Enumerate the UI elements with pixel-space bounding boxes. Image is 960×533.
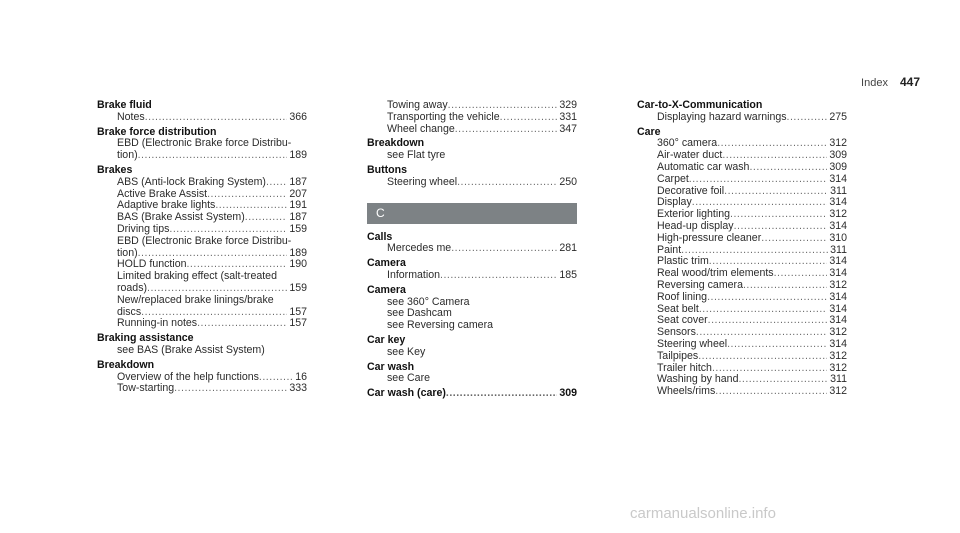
dot-leader (266, 177, 287, 189)
index-entry (367, 165, 577, 189)
subentry (637, 339, 847, 351)
subentry-text: Driving tips (117, 223, 170, 235)
index-entry (97, 165, 307, 330)
page-ref: 309 (559, 388, 577, 400)
subentry-text: Wheels/rims (657, 386, 716, 398)
subentry-text: Seat belt (657, 303, 699, 315)
subentry (367, 243, 577, 255)
subentry-text: Towing away (387, 100, 448, 111)
page-ref: 314 (829, 268, 847, 280)
subentry-text: see Key (387, 346, 426, 358)
dot-leader (197, 318, 287, 330)
subentry-text: Roof lining (657, 291, 708, 303)
subentry (637, 315, 847, 327)
page-ref: 366 (289, 111, 307, 123)
subentry-text: Steering wheel (657, 338, 728, 350)
page-ref: 314 (829, 256, 847, 268)
dot-leader (207, 189, 287, 201)
subentry-text: New/replaced brake linings/brake (117, 294, 274, 306)
subentry-text: EBD (Electronic Brake force Distribu- (117, 235, 292, 247)
subentry (637, 386, 847, 398)
index-entry (367, 388, 577, 400)
subentry (97, 372, 307, 384)
page-ref: 157 (289, 306, 307, 318)
dot-leader (715, 386, 827, 398)
subentry-text: Display (657, 197, 692, 209)
page-ref: 312 (829, 386, 847, 398)
page-ref: 314 (829, 315, 847, 327)
subentry (637, 280, 847, 292)
page-ref: 159 (289, 282, 307, 294)
index-entry (637, 127, 847, 398)
dot-leader (138, 248, 288, 260)
entry-heading (367, 362, 577, 374)
page-ref: 189 (289, 247, 307, 259)
subentry (637, 138, 847, 150)
dot-leader (186, 259, 287, 271)
subentry (367, 100, 577, 112)
subentry (637, 197, 847, 209)
dot-leader (138, 150, 288, 162)
subentry-text: Active Brake Assist (117, 188, 208, 200)
subentry-text: see Dashcam (387, 308, 452, 320)
heading-text: Car-to-X-Communication (637, 100, 763, 111)
index-label: Index (861, 77, 888, 89)
page-ref: 187 (289, 176, 307, 188)
subentry (637, 292, 847, 304)
subentry (97, 295, 307, 307)
page-ref: 312 (829, 327, 847, 339)
page-ref: 310 (829, 232, 847, 244)
subentry (97, 177, 307, 189)
entry-heading (367, 165, 577, 177)
subentry (637, 221, 847, 233)
subentry-text: Air-water duct (657, 150, 723, 162)
subentry-text: see Reversing camera (387, 320, 493, 332)
index-entry (367, 285, 577, 332)
entries-top (367, 100, 577, 189)
dot-leader (743, 280, 827, 292)
heading-text: Buttons (367, 164, 408, 176)
subentry-text: EBD (Electronic Brake force Distribu- (117, 138, 292, 150)
subentry-text: see Care (387, 373, 430, 385)
page-ref: 347 (559, 123, 577, 135)
heading-text: Car wash (care) (367, 388, 446, 400)
dot-leader (215, 200, 287, 212)
subentry-text: Real wood/trim elements (657, 268, 774, 280)
dot-leader (141, 307, 287, 319)
subentry (97, 345, 307, 357)
subentry-text: High-pressure cleaner (657, 232, 762, 244)
subentry-text: Head-up display (657, 220, 734, 232)
subentry-text: Carpet (657, 173, 689, 185)
page-ref: 311 (830, 374, 847, 386)
dot-leader (681, 245, 828, 257)
index-entry (97, 333, 307, 357)
section-letter: C (376, 205, 385, 220)
section-letter-bar (367, 203, 577, 224)
subentry (637, 186, 847, 198)
subentry (367, 297, 577, 309)
entry-heading (367, 388, 577, 400)
heading-text: Car wash (367, 361, 415, 373)
dot-leader (699, 304, 827, 316)
entry-heading (97, 333, 307, 345)
entries-bottom (367, 232, 577, 400)
page-header (861, 75, 920, 89)
heading-text: Braking assistance (97, 333, 194, 345)
subentry (367, 112, 577, 124)
subentry-text: Trailer hitch (657, 362, 712, 374)
subentry-text: ABS (Anti-lock Braking System) (117, 176, 266, 188)
subentry-text: Notes (117, 111, 145, 123)
page-ref: 190 (289, 259, 307, 271)
subentry-text: Displaying hazard warnings (657, 111, 787, 123)
dot-leader (451, 243, 557, 255)
subentry-text: BAS (Brake Assist System) (117, 212, 245, 224)
subentry-text: Automatic car wash (657, 161, 750, 173)
subentry (637, 162, 847, 174)
subentry (97, 189, 307, 201)
heading-text: Brakes (97, 164, 133, 176)
entry-heading (97, 127, 307, 139)
heading-text: Brake force distribution (97, 126, 217, 138)
dot-leader (730, 209, 827, 221)
subentry (637, 351, 847, 363)
watermark: carmanualsonline.info (630, 505, 776, 522)
subentry (97, 248, 307, 260)
subentry (97, 212, 307, 224)
page-ref: 314 (829, 303, 847, 315)
dot-leader (174, 383, 287, 395)
subentry-text: Tailpipes (657, 350, 699, 362)
subentry (637, 374, 847, 386)
dot-leader (774, 268, 828, 280)
subentry (637, 304, 847, 316)
dot-leader (727, 339, 827, 351)
index-column-1 (97, 100, 307, 398)
subentry-text: Adaptive brake lights (117, 200, 216, 212)
subentry-text: tion) (117, 247, 138, 259)
entry-heading (637, 127, 847, 139)
index-entry (367, 258, 577, 282)
dot-leader (692, 197, 828, 209)
page-ref: 281 (559, 243, 577, 255)
subentry (637, 245, 847, 257)
entry-heading (367, 138, 577, 150)
subentry-text: Decorative foil (657, 185, 725, 197)
subentry (97, 307, 307, 319)
dot-leader (457, 177, 557, 189)
page-ref: 309 (829, 150, 847, 162)
dot-leader (455, 124, 558, 136)
dot-leader (709, 256, 828, 268)
subentry-text: Overview of the help functions (117, 371, 259, 383)
subentry (367, 373, 577, 385)
dot-leader (724, 186, 828, 198)
index-entry (367, 138, 577, 162)
subentry (97, 150, 307, 162)
index-column-2 (367, 100, 577, 403)
index-entry (97, 100, 307, 124)
page-ref: 314 (829, 197, 847, 209)
subentry (637, 150, 847, 162)
dot-leader (448, 100, 558, 112)
dot-leader (708, 315, 828, 327)
subentry (367, 308, 577, 320)
subentry-text: Running-in notes (117, 318, 198, 330)
heading-text: Camera (367, 258, 406, 270)
subentry-text: discs (117, 306, 142, 318)
index-entry (367, 100, 577, 135)
subentry (367, 150, 577, 162)
entry-heading (367, 258, 577, 270)
heading-text: Car key (367, 334, 406, 346)
page-ref: 185 (559, 269, 577, 281)
page-ref: 333 (289, 383, 307, 395)
subentry-text: Transporting the vehicle (387, 111, 500, 123)
entry-heading (97, 100, 307, 112)
dot-leader (787, 112, 828, 124)
entry-heading (367, 232, 577, 244)
page-ref: 311 (830, 185, 847, 197)
index-entry (97, 360, 307, 395)
dot-leader (169, 224, 287, 236)
subentry (637, 112, 847, 124)
subentry (97, 138, 307, 150)
subentry-text: Washing by hand (657, 374, 739, 386)
subentry-text: HOLD function (117, 259, 187, 271)
subentry (637, 209, 847, 221)
page-ref: 157 (289, 318, 307, 330)
heading-text: Calls (367, 231, 393, 243)
heading-text: Breakdown (97, 359, 155, 371)
subentry (97, 318, 307, 330)
dot-leader (446, 388, 557, 400)
page-ref: 329 (559, 100, 577, 111)
dot-leader (738, 374, 828, 386)
page-ref: 314 (829, 291, 847, 303)
subentry (97, 271, 307, 283)
dot-leader (717, 138, 827, 150)
subentry (97, 383, 307, 395)
subentry-text: Steering wheel (387, 176, 458, 188)
dot-leader (712, 363, 827, 375)
subentry (367, 124, 577, 136)
heading-text: Camera (367, 284, 406, 296)
page-ref: 189 (289, 150, 307, 162)
subentry-text: roads) (117, 282, 148, 294)
subentry (637, 327, 847, 339)
page-ref: 159 (289, 223, 307, 235)
dot-leader (259, 372, 293, 384)
subentry-text: see 360° Camera (387, 296, 470, 308)
heading-text: Care (637, 126, 661, 138)
dot-leader (147, 283, 287, 295)
page-ref: 275 (829, 111, 847, 123)
heading-text: Brake fluid (97, 100, 152, 111)
page-ref: 314 (829, 173, 847, 185)
dot-leader (698, 351, 827, 363)
index-entry (367, 335, 577, 359)
dot-leader (245, 212, 288, 224)
page-ref: 207 (289, 188, 307, 200)
dot-leader (500, 112, 558, 124)
page-ref: 312 (829, 209, 847, 221)
index-entry (637, 100, 847, 124)
subentry-text: Mercedes me (387, 243, 452, 255)
subentry-text: Limited braking effect (salt-treated (117, 271, 277, 283)
page-ref: 314 (829, 338, 847, 350)
dot-leader (749, 162, 827, 174)
page-ref: 309 (829, 161, 847, 173)
subentry (97, 200, 307, 212)
subentry-text: Tow-starting (117, 383, 175, 395)
page-ref: 250 (559, 176, 577, 188)
dot-leader (722, 150, 827, 162)
dot-leader (440, 270, 557, 282)
subentry-text: 360° camera (657, 138, 718, 150)
subentry (637, 256, 847, 268)
subentry (637, 363, 847, 375)
entry-heading (367, 285, 577, 297)
subentry (367, 320, 577, 332)
entry-heading (637, 100, 847, 112)
subentry-text: see BAS (Brake Assist System) (117, 344, 265, 356)
subentry (367, 177, 577, 189)
index-entry (97, 127, 307, 162)
entry-heading (97, 360, 307, 372)
page-number: 447 (899, 75, 920, 89)
dot-leader (734, 221, 828, 233)
dot-leader (696, 327, 827, 339)
entry-heading (367, 335, 577, 347)
subentry-text: Sensors (657, 327, 696, 339)
heading-text: Breakdown (367, 138, 425, 150)
subentry (637, 268, 847, 280)
subentry (97, 112, 307, 124)
subentry-text: Wheel change (387, 123, 455, 135)
subentry (97, 283, 307, 295)
subentry (97, 259, 307, 271)
subentry-text: Exterior lighting (657, 209, 731, 221)
index-column-3 (637, 100, 847, 401)
page-ref: 314 (829, 220, 847, 232)
index-entry (367, 232, 577, 256)
page-ref: 312 (829, 279, 847, 291)
subentry-text: Information (387, 269, 440, 281)
page-ref: 312 (829, 362, 847, 374)
subentry-text: tion) (117, 150, 138, 162)
page-ref: 331 (559, 111, 577, 123)
page-ref: 312 (829, 350, 847, 362)
dot-leader (761, 233, 827, 245)
page-ref: 311 (830, 244, 847, 256)
subentry-text: Reversing camera (657, 279, 743, 291)
page-ref: 187 (289, 212, 307, 224)
subentry (367, 347, 577, 359)
subentry-text: Plastic trim (657, 256, 709, 268)
subentry (637, 174, 847, 186)
dot-leader (145, 112, 288, 124)
subentry (637, 233, 847, 245)
subentry (97, 224, 307, 236)
subentry-text: see Flat tyre (387, 150, 446, 162)
subentry-text: Paint (657, 244, 682, 256)
subentry (97, 236, 307, 248)
page-ref: 16 (295, 371, 307, 383)
subentry-text: Seat cover (657, 315, 708, 327)
page-ref: 312 (829, 138, 847, 150)
page-ref: 191 (289, 200, 307, 212)
dot-leader (689, 174, 828, 186)
entry-heading (97, 165, 307, 177)
subentry (367, 270, 577, 282)
index-entry (367, 362, 577, 386)
dot-leader (707, 292, 827, 304)
